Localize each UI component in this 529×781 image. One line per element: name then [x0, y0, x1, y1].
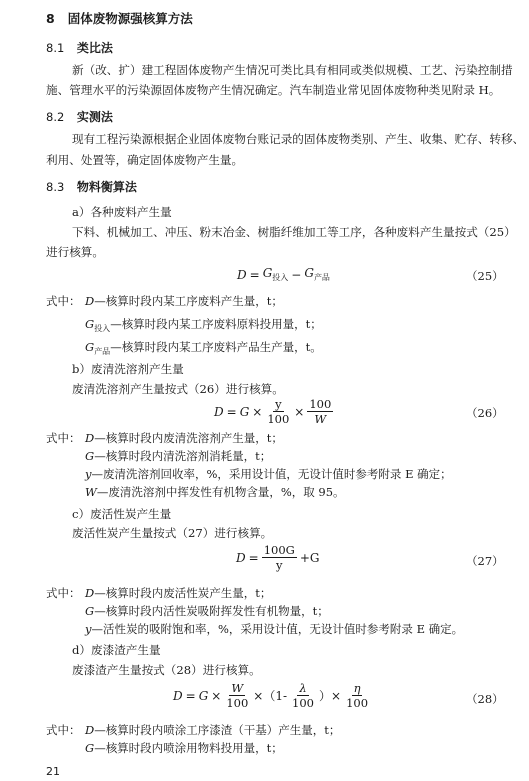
page-number: 21	[46, 765, 60, 778]
def-text: —核算时段内某工序废料产品生产量，t。	[110, 340, 322, 354]
eq-fraction	[290, 681, 316, 710]
def-symbol: y	[85, 622, 92, 636]
equation-number: （26）	[466, 406, 504, 420]
subsection-number: 8.1	[46, 41, 65, 55]
fraction-numerator: η	[353, 681, 361, 695]
equation-25	[237, 266, 330, 283]
item-heading-b: b）废清洗溶剂产生量	[72, 362, 184, 376]
def-text: —废清洗溶剂回收率，%，采用设计值，无设计值时参考附录 E 确定；	[91, 467, 452, 481]
def-text: —核算时段内喷涂工序漆渣（干基）产生量，t；	[94, 723, 341, 737]
def-subscript: 投入	[94, 324, 111, 333]
paragraph-line: 现有工程污染源根据企业固体废物台账记录的固体废物类别、产生、收集、贮存、转移、	[72, 132, 525, 146]
def-symbol: G	[85, 604, 95, 618]
subsection-heading-8-2	[46, 108, 113, 125]
def-symbol: D	[85, 294, 95, 308]
paragraph-line: 利用、处置等，确定固体废物产生量。	[46, 153, 244, 167]
def-symbol: D	[85, 586, 95, 600]
eq-symbol: G	[198, 688, 209, 703]
paragraph-line: 废活性炭产生量按式（27）进行核算。	[72, 526, 273, 540]
def-text: —核算时段内活性炭吸附挥发性有机物量，t；	[94, 604, 329, 618]
subsection-title: 类比法	[76, 41, 113, 55]
fraction-denominator: 100	[292, 696, 314, 710]
eq-symbol: G	[304, 266, 314, 280]
section-title: 固体废物源强核算方法	[67, 11, 193, 26]
def-text: —废清洗溶剂中挥发性有机物含量，%，取 95。	[96, 485, 345, 499]
paragraph-line: 废清洗溶剂产生量按式（26）进行核算。	[72, 382, 284, 396]
fraction-denominator: W	[314, 412, 327, 426]
def-symbol: W	[85, 485, 97, 499]
paragraph-line: 新（改、扩）建工程固体废物产生情况可类比具有相同或类似规模、工艺、污染控制措	[72, 63, 513, 77]
paragraph-line: 下料、机械加工、冲压、粉末冶金、树脂纤维加工等工序，各种废料产生量按式（25）	[72, 225, 516, 239]
where-label: 式中：	[46, 294, 81, 308]
subsection-number: 8.3	[46, 180, 65, 194]
def-symbol: G	[85, 317, 95, 331]
paragraph-line: 进行核算。	[46, 245, 104, 259]
subsection-heading-8-1	[46, 39, 113, 56]
eq-symbol: D	[236, 550, 246, 565]
def-symbol: G	[85, 449, 95, 463]
def-symbol: D	[85, 431, 95, 445]
fraction-numerator: W	[231, 681, 244, 695]
where-label: 式中：	[46, 723, 81, 737]
equation-27	[236, 543, 319, 572]
definition-line	[85, 601, 329, 621]
def-subscript: 产品	[94, 347, 111, 356]
fraction-denominator: 100	[226, 696, 249, 710]
definition-line	[85, 464, 452, 484]
item-heading-a: a）各种废料产生量	[72, 205, 172, 219]
eq-fraction	[307, 397, 333, 426]
eq-operator: =	[185, 688, 196, 703]
definition-line	[85, 583, 271, 603]
eq-symbol: G	[239, 404, 250, 419]
def-text: —核算时段内废活性炭产生量，t；	[94, 586, 272, 600]
eq-symbol: D	[237, 267, 247, 282]
definition-line	[85, 619, 463, 639]
eq-fraction	[262, 543, 297, 572]
eq-symbol: D	[214, 404, 224, 419]
fraction-numerator: 100G	[263, 543, 295, 557]
def-symbol: y	[85, 467, 92, 481]
definition-line	[85, 428, 283, 448]
paragraph-line: 施、管理水平的污染源固体废物产生情况确定。汽车制造业常见固体废物种类见附录 H。	[46, 83, 501, 97]
subsection-title: 实测法	[76, 110, 113, 124]
item-heading-c: c）废活性炭产生量	[72, 507, 172, 521]
definition-line	[85, 482, 345, 502]
def-text: —核算时段内某工序废料产生量，t；	[94, 294, 283, 308]
definition-line	[85, 291, 283, 311]
eq-operator: ×	[211, 688, 222, 703]
eq-operator: +G	[299, 550, 320, 565]
definition-line	[85, 446, 271, 466]
where-label: 式中：	[46, 431, 81, 445]
paragraph-line: 废漆渣产生量按式（28）进行核算。	[72, 663, 261, 677]
def-symbol: G	[85, 741, 95, 755]
subsection-number: 8.2	[46, 110, 65, 124]
eq-symbol: D	[173, 688, 183, 703]
item-heading-d: d）废漆渣产生量	[72, 643, 161, 657]
fraction-denominator: 100	[346, 696, 369, 710]
equation-number: （28）	[466, 692, 504, 706]
def-text: —核算时段内某工序废料原料投用量，t；	[110, 317, 322, 331]
eq-fraction	[265, 397, 291, 426]
section-number: 8	[46, 11, 55, 26]
def-text: —核算时段内清洗溶剂消耗量，t；	[94, 449, 272, 463]
eq-operator: =	[249, 267, 260, 282]
eq-fraction	[224, 681, 250, 710]
fraction-denominator: 100	[267, 412, 290, 426]
def-text: —活性炭的吸附饱和率，%，采用设计值，无设计值时参考附录 E 确定。	[91, 622, 464, 636]
def-symbol: D	[85, 723, 95, 737]
eq-operator: ×	[252, 404, 263, 419]
eq-subscript: 产品	[313, 273, 330, 282]
definition-line	[85, 720, 340, 740]
def-text: —核算时段内废清洗溶剂产生量，t；	[94, 431, 283, 445]
subsection-heading-8-3	[46, 178, 137, 195]
fraction-numerator: y	[275, 397, 282, 411]
definition-line	[85, 738, 283, 758]
eq-operator: =	[226, 404, 237, 419]
eq-operator: ×（1-	[253, 689, 288, 703]
eq-symbol: G	[262, 266, 273, 280]
equation-28	[173, 681, 370, 710]
fraction-numerator: 100	[309, 397, 332, 411]
eq-subscript: 投入	[272, 273, 289, 282]
where-label: 式中：	[46, 586, 81, 600]
def-text: —核算时段内喷涂用物料投用量，t；	[94, 741, 283, 755]
eq-operator: ×	[294, 404, 305, 419]
eq-operator: =	[248, 550, 259, 565]
equation-number: （25）	[466, 269, 504, 283]
equation-26	[214, 397, 333, 426]
fraction-numerator: λ	[299, 681, 307, 695]
definition-line	[85, 314, 322, 339]
eq-operator: −	[291, 267, 302, 282]
def-symbol: G	[85, 340, 95, 354]
equation-number: （27）	[466, 554, 504, 568]
fraction-denominator: y	[276, 558, 283, 572]
section-heading	[46, 9, 193, 27]
eq-operator: ）×	[319, 689, 342, 703]
subsection-title: 物料衡算法	[76, 180, 137, 194]
eq-fraction	[344, 681, 370, 710]
